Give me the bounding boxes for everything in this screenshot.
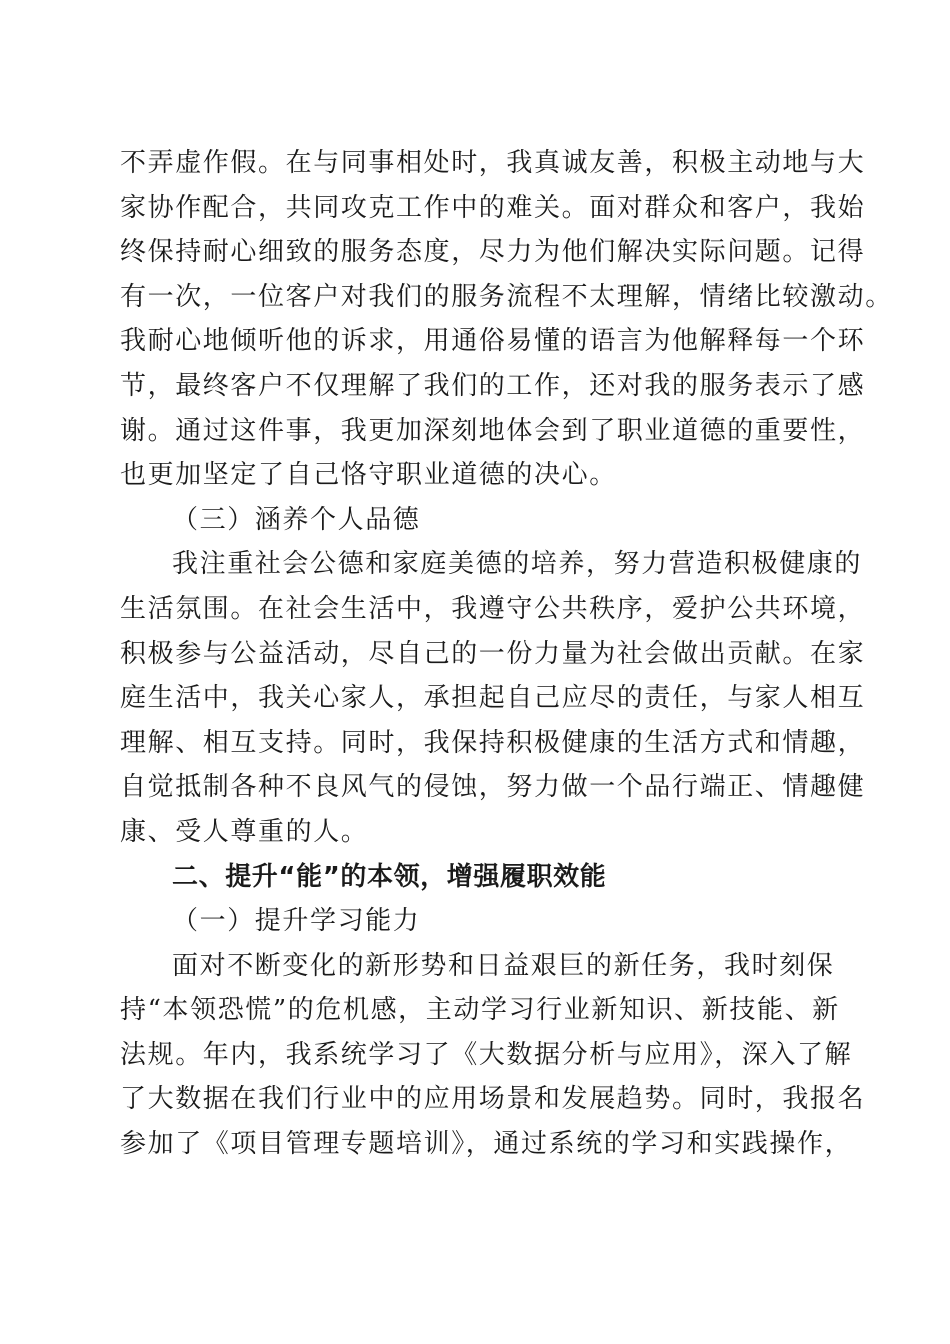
text-line: 生活氛围。在社会生活中，我遵守公共秩序，爱护公共环境， xyxy=(120,593,866,624)
text-line: 理解、相互支持。同时，我保持积极健康的生活方式和情趣， xyxy=(120,727,866,758)
text-line: 有一次，一位客户对我们的服务流程不太理解，情绪比较激动。 xyxy=(120,281,893,312)
text-line: 法规。年内，我系统学习了《大数据分析与应用》，深入了解 xyxy=(120,1039,853,1070)
text-line: 节，最终客户不仅理解了我们的工作，还对我的服务表示了感 xyxy=(120,370,866,401)
text-line: 也更加坚定了自己恪守职业道德的决心。 xyxy=(120,460,617,491)
section-heading: 二、提升“能”的本领，增强履职效能 xyxy=(172,861,607,892)
text-line: 谢。通过这件事，我更加深刻地体会到了职业道德的重要性， xyxy=(120,415,866,446)
subsection-heading: （三）涵养个人品德 xyxy=(172,504,421,535)
text-line: 不弄虚作假。在与同事相处时，我真诚友善，积极主动地与大 xyxy=(120,148,866,178)
subsection-heading: （一）提升学习能力 xyxy=(172,906,421,937)
text-line: 庭生活中，我关心家人，承担起自己应尽的责任，与家人相互 xyxy=(120,683,866,714)
text-line: 了大数据在我们行业中的应用场景和发展趋势。同时，我报名 xyxy=(120,1084,866,1115)
paragraph-first-line: 我注重社会公德和家庭美德的培养，努力营造积极健康的 xyxy=(172,549,863,580)
text-line: 自觉抵制各种不良风气的侵蚀，努力做一个品行端正、情趣健 xyxy=(120,772,866,803)
text-line: 我耐心地倾听他的诉求，用通俗易懂的语言为他解释每一个环 xyxy=(120,326,866,357)
text-line: 家协作配合，共同攻克工作中的难关。面对群众和客户，我始 xyxy=(120,192,866,223)
paragraph-first-line: 面对不断变化的新形势和日益艰巨的新任务，我时刻保 xyxy=(172,950,835,981)
text-line: 参加了《项目管理专题培训》，通过系统的学习和实践操作， xyxy=(120,1129,853,1160)
text-line: 康、受人尊重的人。 xyxy=(120,816,369,847)
text-line: 积极参与公益活动，尽自己的一份力量为社会做出贡献。在家 xyxy=(120,638,866,669)
text-line: 持“本领恐慌”的危机感，主动学习行业新知识、新技能、新 xyxy=(120,995,840,1026)
document-body xyxy=(120,141,893,1167)
text-line: 终保持耐心细致的服务态度，尽力为他们解决实际问题。记得 xyxy=(120,237,866,268)
